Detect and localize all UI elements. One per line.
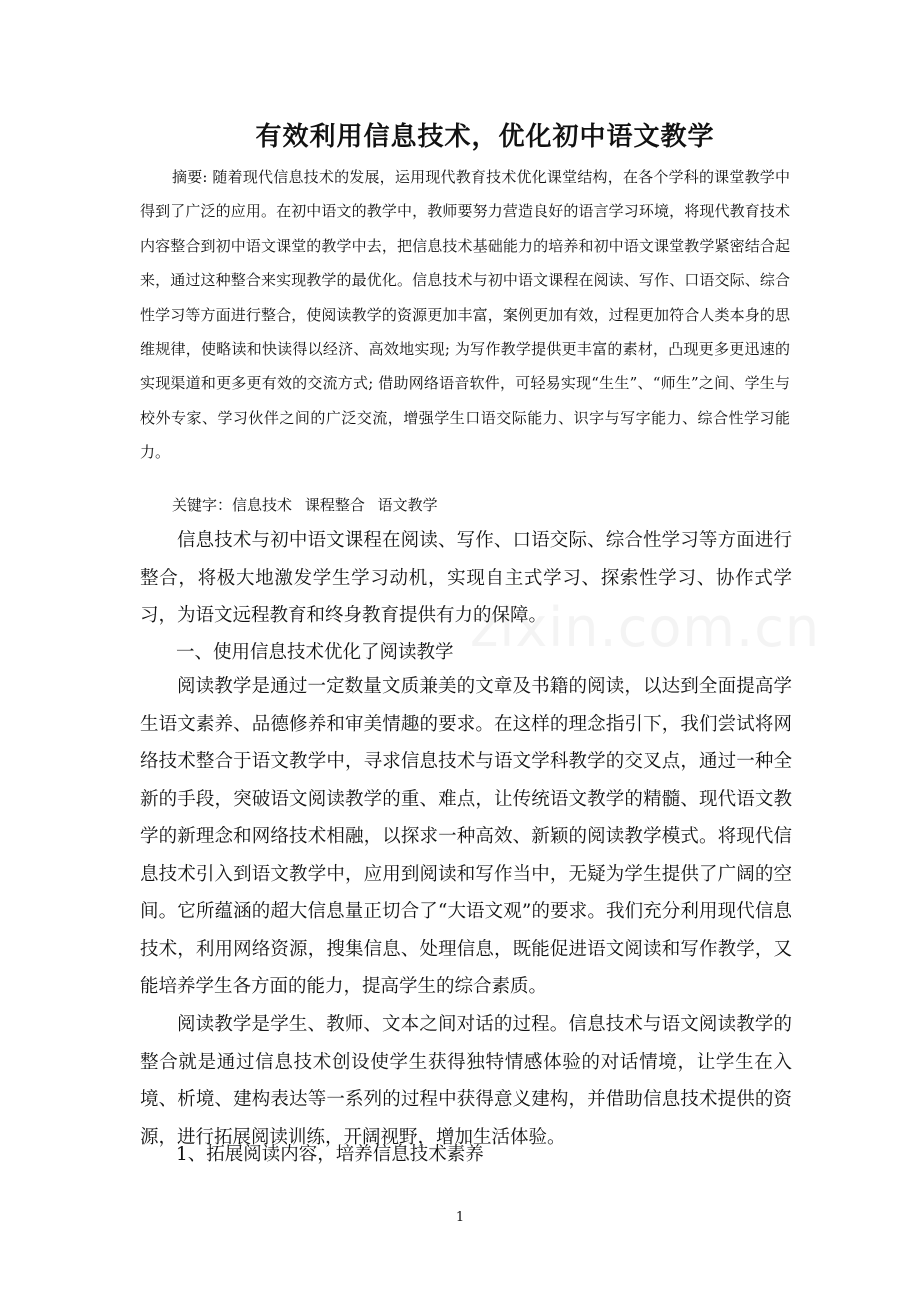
keywords-line (172, 488, 446, 522)
page-number: 1 (455, 1210, 465, 1225)
section-heading: 一、使用信息技术优化了阅读教学 (176, 642, 454, 663)
watermark: zixin.com.cn (470, 596, 821, 659)
keyword-item: 信息技术 (232, 496, 293, 514)
body-paragraph: 阅读教学是学生、教师、文本之间对话的过程。信息技术与语文阅读教学的整合就是通过信息技术创设使学生获得独特情感体验的对话情境，让学生在入境、析境、建构表达等一系列的过程中获得意义建构，并借助信息技术提供的资源，进行拓展阅读训练，开阔视野，增加生活体验。 (140, 1014, 792, 1148)
abstract-paragraph: 摘要: 随着现代信息技术的发展，运用现代教育技术优化课堂结构，在各个学科的课堂教学中得到了广泛的应用。在初中语文的教学中，教师要努力营造良好的语言学习环境，将现代教育技术内容整合到初中语文课堂的教学中去，把信息技术基础能力的培养和初中语文课堂教学紧密结合起来，通过这种整合来实现教学的最优化。信息技术与初中语文课程在阅读、写作、口语交际、综合性学习等方面进行整合，使阅读教学的资源更加丰富，案例更加有效，过程更加符合人类本身的思维规律，使略读和快读得以经济、高效地实现; 为写作教学提供更丰富的素材，凸现更多更迅速的实现渠道和更多更有效的交流方式; 借助网络语音软件，可轻易实现“生生”、“师生”之间、学生与校外专家、学习伙伴之间的广泛交流，增强学生口语交际能力、识字与写字能力、综合性学习能力。 (140, 168, 790, 462)
subsection-heading: 1、拓展阅读内容，培养信息技术素养 (176, 1144, 484, 1165)
document-title: 有效利用信息技术，优化初中语文教学 (255, 122, 715, 152)
body-paragraph: 信息技术与初中语文课程在阅读、写作、口语交际、综合性学习等方面进行整合，将极大地激发学生学习动机，实现自主式学习、探索性学习、协作式学习，为语文远程教育和终身教育提供有力的保障。 (140, 530, 792, 626)
keyword-item: 语文教学 (377, 496, 438, 514)
body-paragraph: 阅读教学是通过一定数量文质兼美的文章及书籍的阅读，以达到全面提高学生语文素养、品德修养和审美情趣的要求。在这样的理念指引下，我们尝试将网络技术整合于语文教学中，寻求信息技术与语文学科教学的交叉点，通过一种全新的手段，突破语文阅读教学的重、难点，让传统语文教学的精髓、现代语文教学的新理念和网络技术相融，以探求一种高效、新颖的阅读教学模式。将现代信息技术引入到语文教学中，应用到阅读和写作当中，无疑为学生提供了广阔的空间。它所蕴涵的超大信息量正切合了“大语文观”的要求。我们充分利用现代信息技术，利用网络资源，搜集信息、处理信息，既能促进语文阅读和写作教学，又能培养学生各方面的能力，提高学生的综合素质。 (140, 676, 792, 997)
keyword-item: 课程整合 (304, 496, 365, 514)
keywords-label: 关键字： (172, 496, 233, 514)
